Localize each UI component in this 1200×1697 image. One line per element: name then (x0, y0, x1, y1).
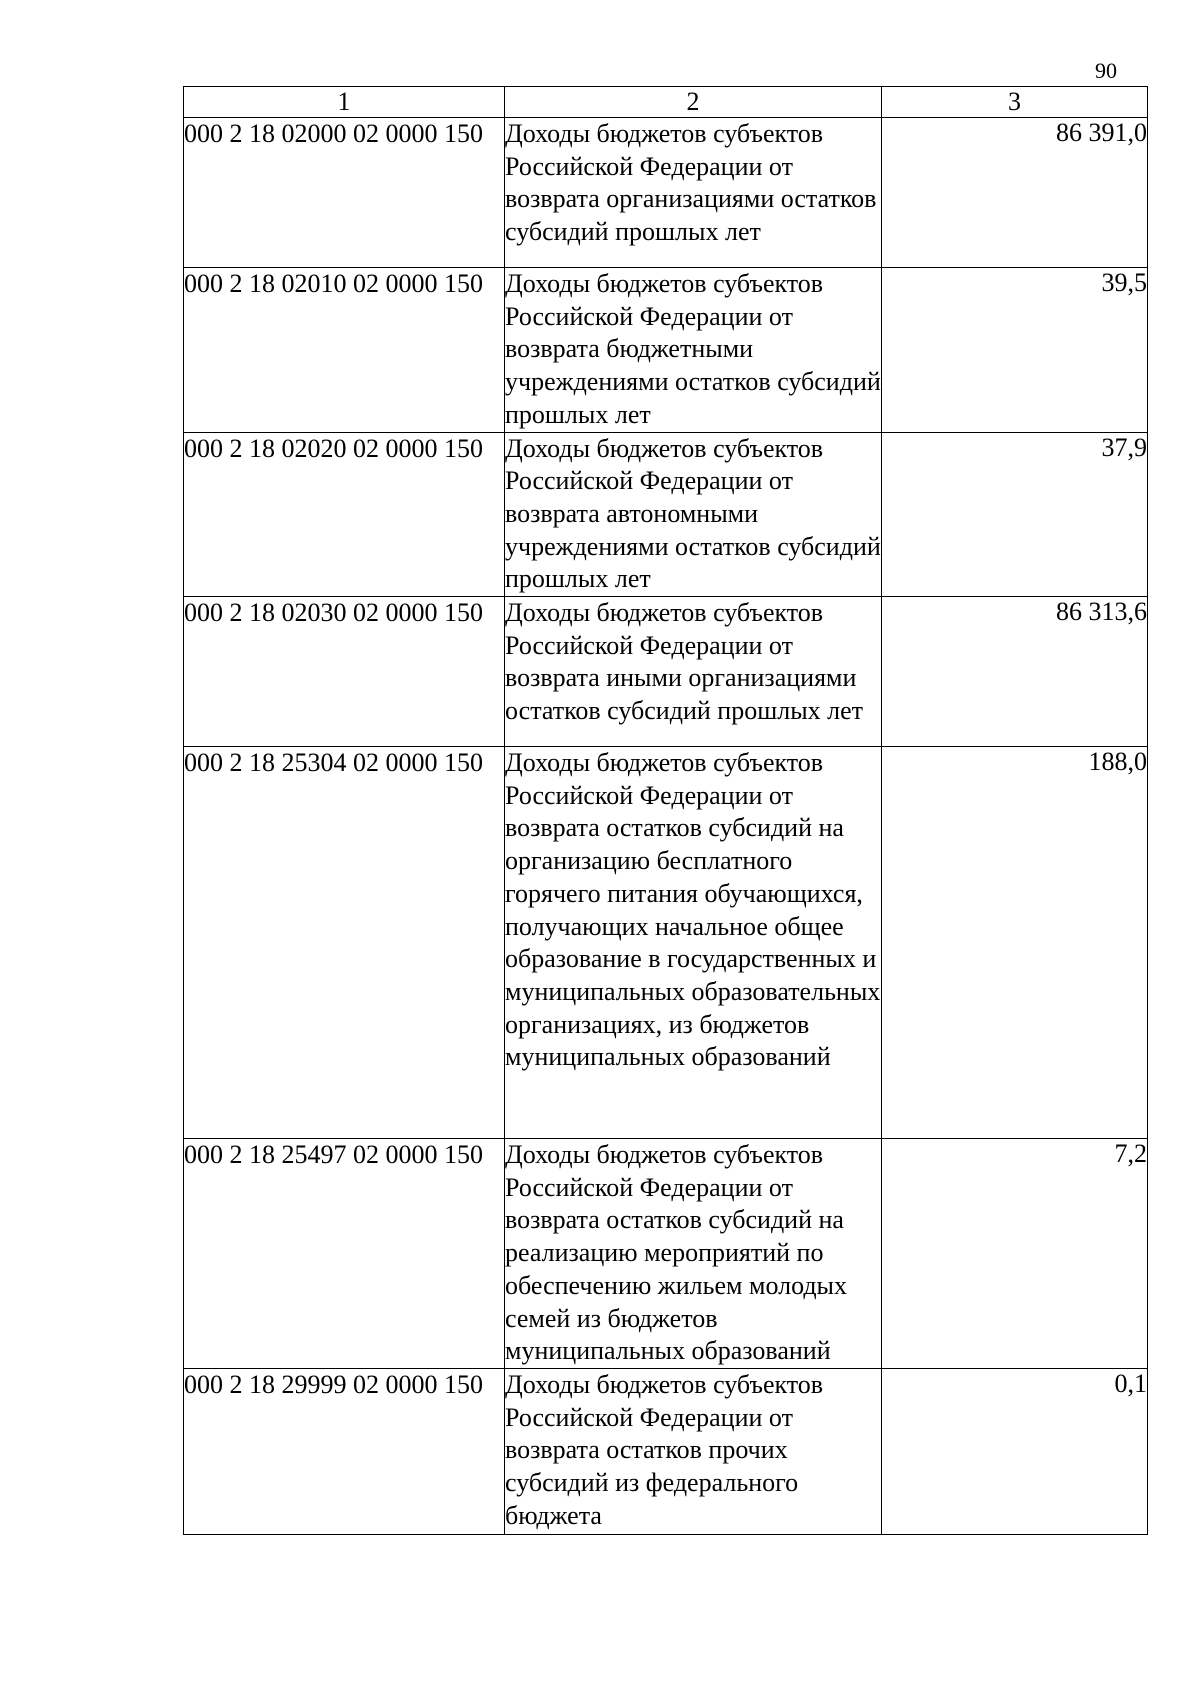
amount-value: 39,5 (1101, 268, 1147, 297)
column-header-2: 2 (505, 87, 882, 118)
amount-cell (882, 268, 1148, 433)
description-cell: Доходы бюджетов субъектов Российской Федерации от возврата остатков субсидий на реализацию мероприятий по обеспечению жильем молодых семей из бюджетов муниципальных образований (505, 1139, 882, 1369)
amount-cell (882, 747, 1148, 1139)
budget-code-cell: 000 2 18 02030 02 0000 150 (184, 597, 505, 747)
amount-value: 86 391,0 (1056, 118, 1147, 147)
description-cell: Доходы бюджетов субъектов Российской Федерации от возврата иными организациями остатков субсидий прошлых лет (505, 597, 882, 747)
description-cell: Доходы бюджетов субъектов Российской Федерации от возврата остатков прочих субсидий из федерального бюджета (505, 1369, 882, 1535)
budget-code-cell: 000 2 18 25304 02 0000 150 (184, 747, 505, 1139)
table-row (184, 118, 1148, 268)
table-row (184, 268, 1148, 433)
budget-code-cell: 000 2 18 02020 02 0000 150 (184, 432, 505, 597)
budget-revenue-table (183, 86, 1148, 1535)
description-cell: Доходы бюджетов субъектов Российской Федерации от возврата остатков субсидий на организацию бесплатного горячего питания обучающихся, получающих начальное общее образование в государственных и муниципальных образовательных организациях, из бюджетов муниципальных образований (505, 747, 882, 1139)
table-row (184, 1369, 1148, 1535)
budget-code-cell: 000 2 18 25497 02 0000 150 (184, 1139, 505, 1369)
amount-cell (882, 1139, 1148, 1369)
table-row (184, 432, 1148, 597)
amount-cell (882, 597, 1148, 747)
amount-cell (882, 432, 1148, 597)
page-number: 90 (1095, 58, 1117, 83)
table-header-row (184, 87, 1148, 118)
column-header-3: 3 (882, 87, 1148, 118)
amount-cell (882, 118, 1148, 268)
amount-value: 37,9 (1101, 432, 1147, 462)
amount-value: 188,0 (1088, 747, 1147, 777)
table-row (184, 597, 1148, 747)
table-row (184, 1139, 1148, 1369)
description-cell: Доходы бюджетов субъектов Российской Федерации от возврата организациями остатков субсидий прошлых лет (505, 118, 882, 268)
column-header-1: 1 (184, 87, 505, 118)
amount-value: 0,1 (1114, 1369, 1147, 1399)
budget-code-cell: 000 2 18 29999 02 0000 150 (184, 1369, 505, 1535)
table-row (184, 747, 1148, 1139)
budget-code-cell: 000 2 18 02000 02 0000 150 (184, 118, 505, 268)
description-cell: Доходы бюджетов субъектов Российской Федерации от возврата автономными учреждениями остатков субсидий прошлых лет (505, 432, 882, 597)
amount-cell (882, 1369, 1148, 1535)
budget-code-cell: 000 2 18 02010 02 0000 150 (184, 268, 505, 433)
description-cell: Доходы бюджетов субъектов Российской Федерации от возврата бюджетными учреждениями остатков субсидий прошлых лет (505, 268, 882, 433)
amount-value: 7,2 (1114, 1139, 1147, 1169)
amount-value: 86 313,6 (1056, 597, 1147, 627)
